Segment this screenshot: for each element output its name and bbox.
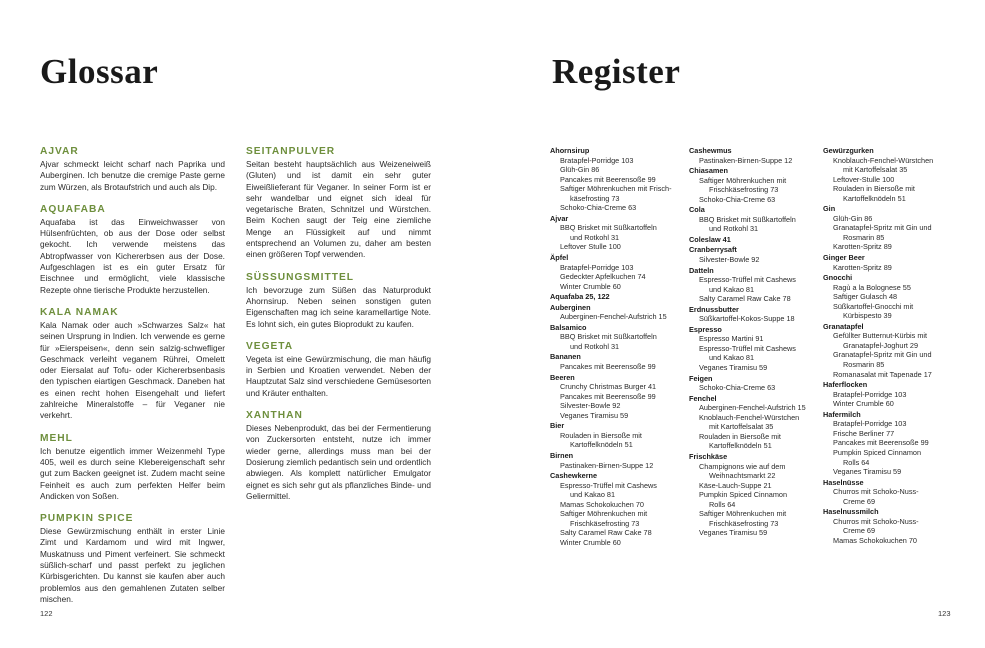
- glossary-column-2: [246, 145, 431, 512]
- register-recipe-line: Schoko-Chia-Creme 63: [699, 194, 776, 204]
- register-recipe: [550, 392, 680, 402]
- register-recipe: [823, 242, 953, 252]
- register-recipe: [823, 302, 953, 321]
- register-recipe: [823, 263, 953, 273]
- register-entry: [689, 146, 819, 165]
- register-recipe: [823, 292, 953, 302]
- register-recipe-line: Granatapfel-Joghurt 29: [843, 340, 919, 350]
- register-column-1: [550, 146, 680, 548]
- register-recipe-line: Auberginen-Fenchel-Aufstrich 15: [560, 312, 667, 322]
- register-keyword: Äpfel: [550, 253, 569, 263]
- register-keyword: Gnocchi: [823, 273, 853, 283]
- register-recipe: [823, 429, 953, 439]
- register-recipe: [550, 242, 680, 252]
- register-entry: [823, 380, 953, 409]
- register-entry: [689, 305, 819, 324]
- register-entry: [550, 214, 680, 252]
- register-recipe-line: Frischkäsefrosting 73: [709, 518, 779, 528]
- register-recipe-line: Creme 69: [843, 496, 876, 506]
- glossary-term: XANTHAN: [246, 410, 303, 422]
- register-recipe-line: Pancakes mit Beerensoße 99: [560, 362, 656, 372]
- glossary-entry: [246, 340, 431, 399]
- left-page: [0, 0, 492, 648]
- register-recipe: [823, 487, 953, 506]
- register-recipe: [823, 175, 953, 185]
- register-entry: [550, 323, 680, 352]
- register-recipe: [550, 165, 680, 175]
- register-keyword: Ginger Beer: [823, 253, 865, 263]
- register-recipe: [550, 282, 680, 292]
- register-recipe-line: Rosmarin 85: [843, 360, 885, 370]
- glossary-entry: [40, 512, 225, 605]
- register-recipe-line: Espresso Martini 91: [699, 334, 764, 344]
- register-recipe-line: und Kakao 81: [570, 490, 616, 500]
- register-recipe: [689, 481, 819, 491]
- register-recipe-line: Veganes Tiramisu 59: [699, 363, 768, 373]
- register-recipe-line: Rouladen in Biersoße mit: [560, 430, 642, 440]
- register-entry: [689, 166, 819, 204]
- register-recipe-line: Frischkäsefrosting 73: [709, 185, 779, 195]
- register-recipe: [689, 275, 819, 294]
- register-recipe-line: und Rotkohl 31: [570, 341, 620, 351]
- register-recipe: [550, 184, 680, 203]
- register-entry: [550, 352, 680, 371]
- register-keyword: Frischkäse: [689, 451, 728, 461]
- register-entry: [823, 253, 953, 272]
- register-keyword: Erdnussbutter: [689, 304, 739, 314]
- register-recipe: [550, 312, 680, 322]
- register-recipe-line: Churros mit Schoko-Nuss-: [833, 487, 919, 497]
- register-keyword: Granatapfel: [823, 321, 864, 331]
- glossary-definition: Aquafaba ist das Einweichwasser von Hülsenfrüchten, ob aus der Dose oder selbst gekocht. Ich verwende meistens das Abtropfwasser von Kichererbsen aus der Dose. Aufgeschlagen ist es ein guter Ersatz für Eischnee und ermöglicht, viele klassische Rezepte ohne tierische Produkte herzustellen.: [40, 216, 225, 295]
- register-keyword: Ahornsirup: [550, 146, 590, 155]
- register-recipe-line: Churros mit Schoko-Nuss-: [833, 516, 919, 526]
- register-recipe: [689, 344, 819, 363]
- register-recipe-line: Gedeckter Apfelkuchen 74: [560, 272, 646, 282]
- register-recipe: [689, 509, 819, 528]
- register-recipe: [550, 203, 680, 213]
- register-keyword: Haselnussmilch: [823, 507, 879, 517]
- register-keyword: Chiasamen: [689, 166, 728, 176]
- register-recipe: [823, 517, 953, 536]
- register-recipe-line: Salty Caramel Raw Cake 78: [699, 294, 791, 304]
- glossary-entry: [246, 271, 431, 330]
- register-recipe-line: Rolls 64: [843, 457, 870, 467]
- register-recipe: [550, 481, 680, 500]
- register-entry: [823, 410, 953, 477]
- register-recipe-line: Pancakes mit Beerensoße 99: [560, 174, 656, 184]
- register-recipe: [550, 500, 680, 510]
- register-recipe-line: Ragù a la Bolognese 55: [833, 282, 911, 292]
- register-recipe-line: Auberginen-Fenchel-Aufstrich 15: [699, 403, 806, 413]
- register-recipe-line: Weihnachtsmarkt 22: [709, 471, 776, 481]
- register-recipe-line: Leftover-Stulle 100: [833, 174, 895, 184]
- register-recipe: [550, 175, 680, 185]
- glossary-entry: [246, 409, 431, 502]
- register-recipe: [550, 332, 680, 351]
- register-recipe-line: Bratapfel-Porridge 103: [560, 155, 634, 165]
- register-entry: [689, 394, 819, 451]
- register-recipe: [550, 263, 680, 273]
- register-entry: [550, 303, 680, 322]
- register-recipe: [689, 383, 819, 393]
- register-recipe-line: Creme 69: [843, 526, 876, 536]
- register-recipe: [689, 294, 819, 304]
- register-recipe-line: Winter Crumble 60: [833, 399, 894, 409]
- register-entry: [550, 421, 680, 450]
- register-recipe-line: Leftover Stulle 100: [560, 242, 621, 252]
- register-recipe-line: Crunchy Christmas Burger 41: [560, 382, 657, 392]
- register-recipe: [550, 431, 680, 450]
- register-entry: [689, 374, 819, 393]
- register-recipe: [550, 362, 680, 372]
- register-keyword: Cashewmus: [689, 146, 732, 155]
- register-recipe-line: Knoblauch-Fenchel-Würstchen: [833, 155, 934, 165]
- register-entry: [823, 146, 953, 203]
- register-recipe: [689, 490, 819, 509]
- register-recipe-line: Mamas Schokokuchen 70: [833, 535, 917, 545]
- register-keyword: Auberginen: [550, 302, 591, 312]
- glossary-definition: Ich bevorzuge zum Süßen das Naturprodukt Ahornsirup. Neben seinen sonstigen guten Eigenschaften mag ich seine karamellartige Note. Es lohnt sich, ein gutes Bioprodukt zu kaufen.: [246, 284, 431, 329]
- register-entry: [689, 245, 819, 264]
- register-keyword: Coleslaw 41: [689, 234, 731, 244]
- glossary-entry: [40, 145, 225, 193]
- register-entry: [823, 322, 953, 379]
- register-recipe: [550, 461, 680, 471]
- register-recipe-line: BBQ Brisket mit Süßkartoffeln: [560, 223, 657, 233]
- register-recipe: [823, 536, 953, 546]
- register-recipe: [823, 419, 953, 429]
- register-recipe-line: Saftiger Möhrenkuchen mit: [699, 175, 787, 185]
- register-entry: [689, 452, 819, 538]
- register-keyword: Espresso: [689, 324, 722, 334]
- register-recipe-line: Bratapfel-Porridge 103: [833, 419, 907, 429]
- register-recipe: [823, 370, 953, 380]
- register-recipe-line: Bratapfel-Porridge 103: [560, 262, 634, 272]
- register-recipe: [689, 314, 819, 324]
- register-recipe: [689, 255, 819, 265]
- register-recipe: [823, 350, 953, 369]
- register-keyword: Cranberrysaft: [689, 245, 737, 255]
- register-keyword: Datteln: [689, 265, 714, 275]
- register-recipe: [689, 215, 819, 234]
- register-keyword: Aquafaba 25, 122: [550, 292, 610, 302]
- register-recipe-line: Karotten-Spritz 89: [833, 242, 892, 252]
- register-recipe-line: Mamas Schokokuchen 70: [560, 499, 644, 509]
- glossary-term: VEGETA: [246, 340, 294, 352]
- glossary-term: KALA NAMAK: [40, 306, 119, 318]
- register-keyword: Birnen: [550, 450, 574, 460]
- register-recipe-line: Espresso-Trüffel mit Cashews: [560, 480, 657, 490]
- register-recipe-line: Champignons wie auf dem: [699, 461, 786, 471]
- register-recipe: [823, 214, 953, 224]
- register-recipe-line: Saftiger Möhrenkuchen mit: [699, 509, 787, 519]
- register-keyword: Cashewkerne: [550, 471, 598, 481]
- register-recipe: [689, 432, 819, 451]
- register-keyword: Feigen: [689, 373, 713, 383]
- register-recipe: [550, 528, 680, 538]
- register-recipe: [689, 528, 819, 538]
- register-title: Register: [552, 52, 681, 91]
- glossary-term: AQUAFABA: [40, 203, 106, 215]
- register-recipe-line: Granatapfel-Spritz mit Gin und: [833, 350, 932, 360]
- glossary-definition: Dieses Nebenprodukt, das bei der Fermentierung von Zuckersorten entsteht, nutze ich immer wieder gerne, allerdings muss man bei der Dosierung ziemlich pedantisch sein und ordentlich abwiegen. Als komplett natürlicher Emulgator eignet es sich sehr gut als pflanzliches Binde- und Geliermittel.: [246, 423, 431, 501]
- register-entry: [689, 235, 819, 245]
- register-recipe-line: Frische Berliner 77: [833, 428, 895, 438]
- register-keyword: Cola: [689, 205, 705, 215]
- register-recipe: [689, 176, 819, 195]
- glossary-column-1: [40, 145, 225, 615]
- register-recipe-line: Pumpkin Spiced Cinnamon: [699, 490, 788, 500]
- glossary-definition: Kala Namak oder auch »Schwarzes Salz« hat seinen Ursprung in Indien. Ich verwende es gerne für »Eierspeisen«, denn sein salzig-schwefliger Geschmack verleiht veganem Rührei, Omelett oder Eiersalat auf Tofu- oder Kichererbsenbasis den typischen eiartigen Geschmack. Daneben hat es einen recht hohen Eisengehalt und liefert zahlreiche Mineralstoffe – für Veganer nie verkehrt.: [40, 319, 225, 421]
- register-keyword: Haferflocken: [823, 380, 868, 390]
- register-recipe: [550, 223, 680, 242]
- register-recipe: [689, 413, 819, 432]
- register-recipe: [823, 390, 953, 400]
- register-recipe-line: Rosmarin 85: [843, 232, 885, 242]
- register-recipe-line: Knoblauch-Fenchel-Würstchen: [699, 412, 800, 422]
- register-recipe-line: Saftiger Gulasch 48: [833, 292, 898, 302]
- register-keyword: Hafermilch: [823, 409, 861, 419]
- glossary-entry: [40, 203, 225, 296]
- register-recipe-line: Rouladen in Biersoße mit: [699, 431, 781, 441]
- register-recipe-line: Winter Crumble 60: [560, 537, 621, 547]
- register-recipe-line: Rolls 64: [709, 499, 736, 509]
- register-recipe-line: Espresso-Trüffel mit Cashews: [699, 343, 796, 353]
- glossary-term: PUMPKIN SPICE: [40, 513, 134, 525]
- register-recipe-line: Saftiger Möhrenkuchen mit: [560, 509, 648, 519]
- register-recipe: [689, 156, 819, 166]
- register-recipe-line: Bratapfel-Porridge 103: [833, 389, 907, 399]
- glossary-definition: Ich benutze eigentlich immer Weizenmehl Type 405, weil es durch seine Klebereigenschaft sehr gut zum Backen geeignet ist. Zudem macht seine Feinheit es auch zum perfekten Helfer beim Andicken von Soßen.: [40, 445, 225, 501]
- register-keyword: Fenchel: [689, 393, 717, 403]
- glossary-definition: Vegeta ist eine Gewürzmischung, die man häufig in Serbien und Kroatien verwendet. Neben der Hauptzutat Salz sind verschiedene Gemüsesorten und Kräuter enthalten.: [246, 353, 431, 398]
- register-recipe-line: Süßkartoffel-Gnocchi mit: [833, 301, 914, 311]
- register-recipe-line: Salty Caramel Raw Cake 78: [560, 528, 652, 538]
- register-recipe-line: BBQ Brisket mit Süßkartoffeln: [560, 332, 657, 342]
- glossary-term: MEHL: [40, 432, 73, 444]
- register-recipe-line: Käse-Lauch-Suppe 21: [699, 480, 772, 490]
- register-recipe: [550, 382, 680, 392]
- register-recipe-line: Glüh-Gin 86: [560, 165, 600, 175]
- register-recipe-line: käsefrosting 73: [570, 193, 620, 203]
- register-recipe-line: Silvester-Bowle 92: [699, 255, 760, 265]
- register-recipe-line: und Rotkohl 31: [570, 232, 620, 242]
- glossary-term: AJVAR: [40, 146, 79, 157]
- register-keyword: Ajvar: [550, 213, 569, 223]
- register-recipe-line: BBQ Brisket mit Süßkartoffeln: [699, 214, 796, 224]
- register-entry: [550, 146, 680, 213]
- glossary-definition: Ajvar schmeckt leicht scharf nach Paprika und Auberginen. Ich benutze die cremige Paste gerne zum Würzen, als Brotaufstrich und auch als Dip.: [40, 159, 225, 192]
- register-recipe-line: Espresso-Trüffel mit Cashews: [699, 275, 796, 285]
- register-recipe-line: Granatapfel-Spritz mit Gin und: [833, 223, 932, 233]
- register-recipe: [689, 195, 819, 205]
- register-recipe: [823, 331, 953, 350]
- register-recipe-line: Frischkäsefrosting 73: [570, 518, 640, 528]
- register-entry: [689, 205, 819, 234]
- register-recipe-line: Pancakes mit Beerensoße 99: [560, 391, 656, 401]
- register-recipe-line: Veganes Tiramisu 59: [560, 410, 629, 420]
- page-number-left: 122: [40, 609, 53, 618]
- register-recipe: [823, 184, 953, 203]
- register-keyword: Balsamico: [550, 322, 587, 332]
- register-recipe-line: Schoko-Chia-Creme 63: [699, 383, 776, 393]
- glossary-term: SEITANPULVER: [246, 146, 336, 157]
- register-recipe-line: Kartoffelknödeln 51: [843, 193, 906, 203]
- register-entry: [823, 273, 953, 321]
- register-recipe-line: Veganes Tiramisu 59: [833, 467, 902, 477]
- page-number-right: 123: [938, 609, 951, 618]
- register-recipe-line: Saftiger Möhrenkuchen mit Frisch-: [560, 184, 672, 194]
- register-recipe-line: Veganes Tiramisu 59: [699, 528, 768, 538]
- register-keyword: Haselnüsse: [823, 477, 864, 487]
- register-recipe: [823, 399, 953, 409]
- glossary-title: Glossar: [40, 52, 159, 91]
- register-recipe: [550, 156, 680, 166]
- register-entry: [823, 204, 953, 252]
- register-column-2: [689, 146, 819, 539]
- glossary-definition: Seitan besteht hauptsächlich aus Weizeneiweiß (Gluten) und ist damit ein sehr guter Eiweißlieferant für Veganer. In seiner Form ist er sehr wandelbar und eignet sich ideal für vegetarische Braten, Schnitzel und Würstchen. Beim Kochen saugt der Teig eine ziemliche Menge an Flüssigkeit auf und nimmt entsprechend an Volumen zu, daher am besten einen größeren Topf verwenden.: [246, 159, 431, 260]
- register-entry: [550, 373, 680, 421]
- register-recipe-line: Silvester-Bowle 92: [560, 401, 621, 411]
- register-recipe-line: Kartoffelknödeln 51: [570, 440, 633, 450]
- glossary-term: SÜSSUNGSMITTEL: [246, 271, 354, 283]
- register-keyword: Bananen: [550, 352, 581, 362]
- register-recipe-line: und Kakao 81: [709, 284, 755, 294]
- register-recipe: [823, 448, 953, 467]
- register-entry: [689, 266, 819, 304]
- register-recipe: [689, 462, 819, 481]
- register-entry: [689, 325, 819, 373]
- register-recipe-line: mit Kartoffelsalat 35: [843, 165, 908, 175]
- register-entry: [550, 471, 680, 547]
- register-recipe: [550, 538, 680, 548]
- glossary-entry: [40, 306, 225, 422]
- register-recipe: [823, 156, 953, 175]
- register-recipe: [550, 401, 680, 411]
- register-keyword: Bier: [550, 421, 565, 431]
- register-keyword: Beeren: [550, 372, 575, 382]
- register-recipe-line: Kürbispesto 39: [843, 311, 892, 321]
- glossary-entry: [246, 145, 431, 261]
- register-recipe-line: Romanasalat mit Tapenade 17: [833, 369, 932, 379]
- register-recipe-line: Kartoffelknödeln 51: [709, 441, 772, 451]
- register-recipe-line: Schoko-Chia-Creme 63: [560, 203, 637, 213]
- register-entry: [550, 451, 680, 470]
- glossary-definition: Diese Gewürzmischung enthält in erster Linie Zimt und Kardamom und wird mit Ingwer, Muskatnuss und Piment verfeinert. Sie schmeckt süßlich-scharf und passt perfekt zu jeglichen Kürbisgerichten. Du kannst sie kaufen aber auch problemlos aus den gemahlenen Zutaten selber mischen.: [40, 526, 225, 604]
- register-recipe: [550, 411, 680, 421]
- register-entry: [550, 253, 680, 291]
- register-recipe-line: Pancakes mit Beerensoße 99: [833, 438, 929, 448]
- register-recipe-line: Rouladen in Biersoße mit: [833, 184, 915, 194]
- register-recipe-line: Pastinaken-Birnen-Suppe 12: [699, 155, 793, 165]
- register-recipe-line: Glüh-Gin 86: [833, 213, 873, 223]
- right-page: [492, 0, 985, 648]
- register-keyword: Gin: [823, 204, 836, 214]
- register-recipe-line: und Kakao 81: [709, 353, 755, 363]
- register-recipe: [550, 509, 680, 528]
- register-recipe: [823, 223, 953, 242]
- register-recipe: [823, 438, 953, 448]
- register-recipe-line: Gefüllter Butternut-Kürbis mit: [833, 331, 928, 341]
- register-recipe-line: und Rotkohl 31: [709, 224, 759, 234]
- register-recipe-line: Pastinaken-Birnen-Suppe 12: [560, 460, 654, 470]
- register-recipe-line: Süßkartoffel-Kokos-Suppe 18: [699, 314, 795, 324]
- register-recipe-line: Pumpkin Spiced Cinnamon: [833, 447, 922, 457]
- register-recipe-line: mit Kartoffelsalat 35: [709, 422, 774, 432]
- register-column-3: [823, 146, 953, 546]
- register-recipe: [550, 272, 680, 282]
- register-entry: [823, 507, 953, 545]
- register-recipe: [689, 363, 819, 373]
- register-recipe: [689, 403, 819, 413]
- register-recipe-line: Karotten-Spritz 89: [833, 262, 892, 272]
- register-recipe: [823, 283, 953, 293]
- register-entry: [550, 292, 680, 302]
- register-keyword: Gewürzgurken: [823, 146, 874, 155]
- register-recipe: [823, 467, 953, 477]
- register-recipe-line: Winter Crumble 60: [560, 281, 621, 291]
- register-recipe: [689, 334, 819, 344]
- glossary-entry: [40, 432, 225, 502]
- register-entry: [823, 478, 953, 507]
